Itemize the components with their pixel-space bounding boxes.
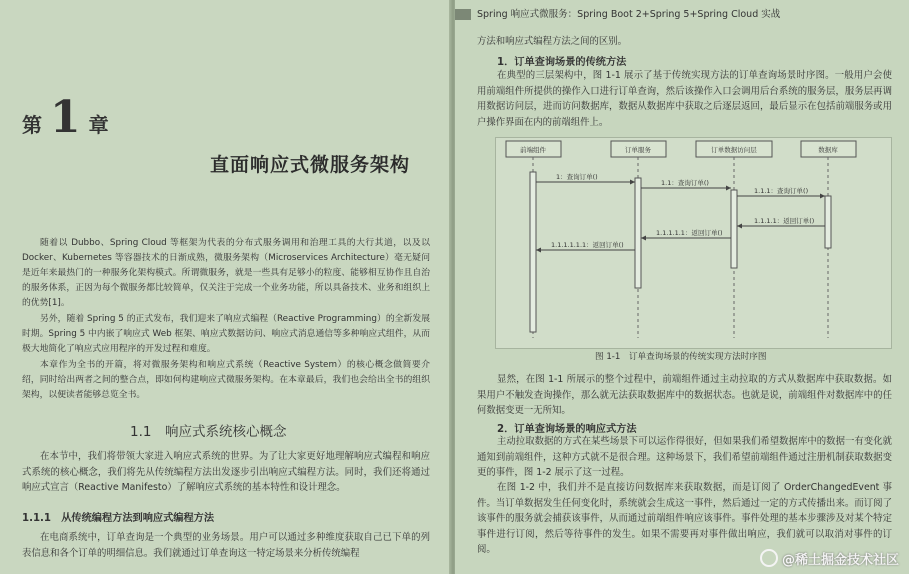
heading-reactive: 2．订单查询场景的响应式方法 [497, 424, 637, 435]
paragraph-analysis: 显然，在图 1-1 所展示的整个过程中，前端组件通过主动拉取的方式从数据库中获取数据。如果用户不触发查询操作，那么就无法获取数据库中的数据状态。也就是说，前端组件对数据库中的任何数据变更一无所知。 [477, 374, 892, 416]
message-label: 1.1：查询订单() [661, 179, 709, 187]
arrow-head [820, 194, 825, 199]
chapter-heading [22, 92, 109, 143]
section-paragraph: 在本节中，我们将带领大家进入响应式系统的世界。为了让大家更好地理解响应式编程和响应式系统的核心概念，我们将先从传统编程方法出发逐步引出响应式编程方法。同时，我们还将通过响应式宣言（Reactive Manifesto）了解响应式系统的基本特性和设计理念。 [22, 451, 430, 493]
paragraph-reactive-2: 在图 1-2 中，我们并不是直接访问数据库来获取数据，而是订阅了 OrderChangedEvent 事件。当订单数据发生任何变化时，系统就会生成这一事件，然后通过一定的方式传播出来。而订阅了该事件的服务就会捕获该事件，从而通过前端组件响应该事件。事件处理的基本步骤涉及对某个特定事件进行订阅，然后等待事件的发生。如果不需要再对事件做出响应，我们就可以取消对事件的订阅。 [477, 482, 892, 555]
chapter-word: 章 [88, 113, 109, 137]
arrow-head [641, 236, 646, 241]
actor-order-service: 订单服务 [625, 146, 651, 154]
watermark-logo-icon [760, 549, 778, 567]
message-label: 1.1.1.1：返回订单() [754, 217, 815, 225]
watermark-text: @稀土掘金技术社区 [781, 553, 899, 568]
header-marker-icon [455, 9, 471, 20]
arrow-head [737, 224, 742, 229]
paragraph-reactive-1: 主动拉取数据的方式在某些场景下可以运作得很好，但如果我们希望数据库中的数据一有变化就通知到前端组件，这种方式就不是很合理。这种场景下，我们希望前端组件通过注册机制获取数据变更的事件，图 1-2 展示了这一过程。 [477, 436, 892, 478]
intro-paragraph-1: 随着以 Dubbo、Spring Cloud 等框架为代表的分布式服务调用和治理工具的大行其道，以及以 Docker、Kubernetes 等容器技术的日渐成熟，微服务架构（Microservices Architecture）毫无疑问是近年来最热门的一种服务化架构模式。所谓微服务，就是一些具有足够小的粒度、能够相互协作且自治的服务体系，正因为每个微服务都比较简单，仅关注于完成一个业务功能，所以具备技术、业务和组织上的优势[1]。 [22, 238, 430, 308]
intro-paragraph-3: 本章作为全书的开篇，将对微服务架构和响应式系统（Reactive System）的核心概念做简要介绍，同时给出两者之间的整合点，即如何构建响应式微服务架构。在本章最后，我们也会给出全书的组织架构，以便读者能够总览全书。 [22, 360, 430, 400]
subsection-paragraph: 在电商系统中，订单查询是一个典型的业务场景。用户可以通过多种维度获取自己已下单的列表信息和各个订单的明细信息。我们就通过订单查询这一特定场景来分析传统编程 [22, 532, 430, 559]
chapter-number: 1 [50, 92, 81, 143]
header-text: Spring 响应式微服务：Spring Boot 2+Spring 5+Spring Cloud 实战 [477, 9, 781, 20]
intro-paragraph-2: 另外，随着 Spring 5 的正式发布，我们迎来了响应式编程（Reactive Programming）的全新发展时期。Spring 5 中内嵌了响应式 Web 框架、响应式数据访问、响应式消息通信等多种响应式组件，从而极大地简化了响应式应用程序的开发过程和难度。 [22, 314, 430, 354]
message-label: 1.1.1.1.1：返回订单() [656, 229, 723, 237]
actor-dao: 订单数据访问层 [711, 146, 757, 154]
message-label: 1：查询订单() [556, 173, 598, 181]
activation-bar [825, 196, 831, 248]
message-label: 1.1.1：查询订单() [754, 187, 809, 195]
subsection-heading: 1.1.1 从传统编程方法到响应式编程方法 [22, 513, 215, 524]
arrow-head [726, 186, 731, 191]
actor-database: 数据库 [818, 146, 838, 154]
sequence-diagram [495, 137, 892, 349]
chapter-title: 直面响应式微服务架构 [210, 154, 411, 176]
message-label: 1.1.1.1.1.1：返回订单() [551, 241, 624, 249]
paragraph-intro-continued: 方法和响应式编程方法之间的区别。 [477, 36, 628, 47]
heading-traditional: 1．订单查询场景的传统方法 [497, 57, 627, 68]
watermark [760, 549, 899, 568]
arrow-head [630, 180, 635, 185]
activation-bar [635, 178, 641, 288]
figure-caption: 图 1-1 订单查询场景的传统实现方法时序图 [595, 352, 767, 362]
sequence-diagram-svg [496, 138, 891, 348]
chapter-word: 第 [22, 113, 42, 137]
running-header [455, 6, 909, 20]
activation-bar [530, 172, 536, 332]
right-page [455, 0, 909, 574]
paragraph-traditional: 在典型的三层架构中，图 1-1 展示了基于传统实现方法的订单查询场景时序图。一般用户会使用前端组件所提供的操作入口进行订单查询，然后该操作入口会调用后台系统的服务层，服务层再调用数据访问层，进而访问数据库，数据从数据库中获取之后逐层返回，最后显示在包括前端服务或用户操作界面在内的前端组件上。 [477, 70, 892, 128]
section-heading: 1.1 响应式系统核心概念 [130, 424, 287, 440]
actor-frontend: 前端组件 [520, 146, 546, 154]
left-page [0, 0, 452, 574]
arrow-head [536, 248, 541, 253]
activation-bar [731, 190, 737, 268]
